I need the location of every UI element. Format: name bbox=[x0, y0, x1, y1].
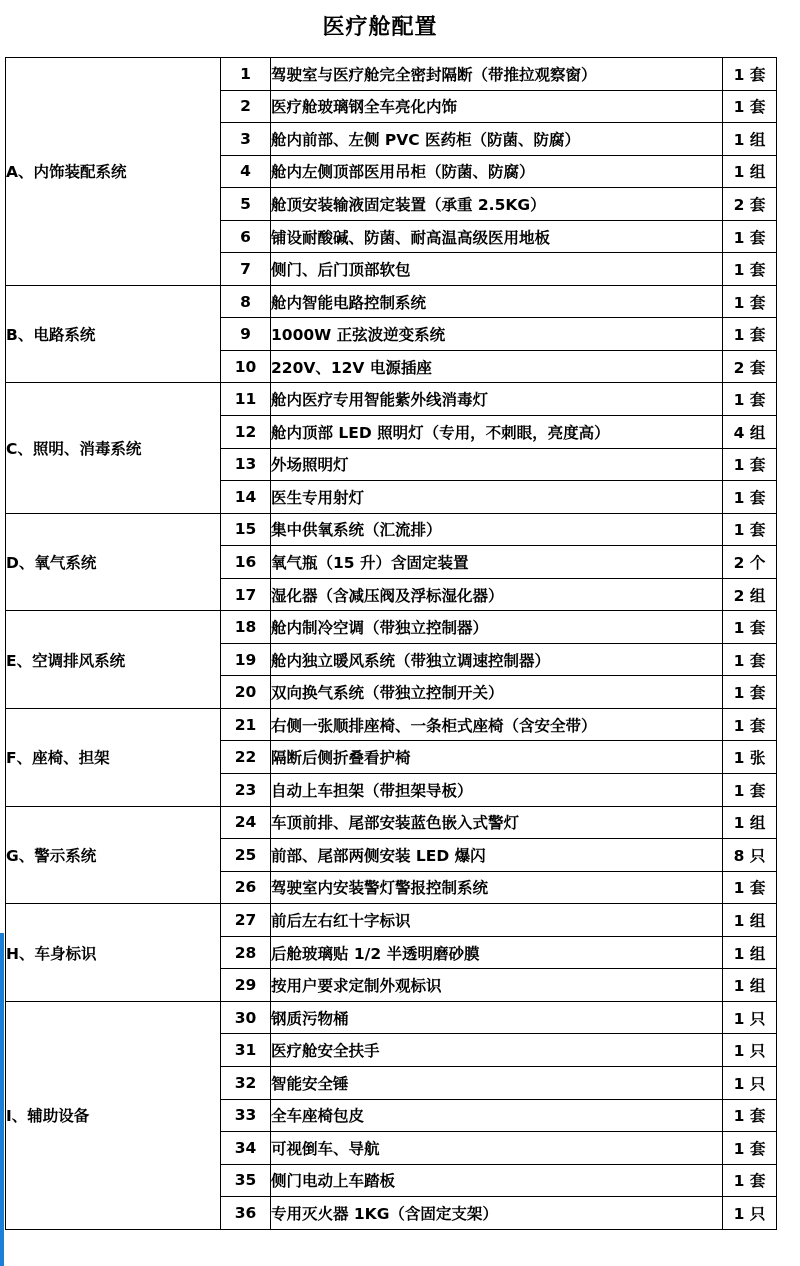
item-number-cell: 3 bbox=[221, 123, 271, 156]
item-number-cell: 29 bbox=[221, 969, 271, 1002]
item-description-cell: 舱内顶部 LED 照明灯（专用，不刺眼，亮度高） bbox=[271, 416, 723, 449]
item-number-cell: 4 bbox=[221, 155, 271, 188]
item-number-cell: 36 bbox=[221, 1197, 271, 1230]
quantity-cell: 1 只 bbox=[723, 1001, 777, 1034]
item-number-cell: 6 bbox=[221, 220, 271, 253]
quantity-cell: 1 套 bbox=[723, 643, 777, 676]
item-number-cell: 15 bbox=[221, 513, 271, 546]
table-row bbox=[6, 1001, 777, 1034]
item-number-cell: 34 bbox=[221, 1132, 271, 1165]
item-number-cell: 18 bbox=[221, 611, 271, 644]
item-description-cell: 集中供氧系统（汇流排） bbox=[271, 513, 723, 546]
item-description-cell: 按用户要求定制外观标识 bbox=[271, 969, 723, 1002]
item-number-cell: 19 bbox=[221, 643, 271, 676]
item-number-cell: 9 bbox=[221, 318, 271, 351]
item-number-cell: 11 bbox=[221, 383, 271, 416]
quantity-cell: 1 套 bbox=[723, 481, 777, 514]
table-row bbox=[6, 611, 777, 644]
quantity-cell: 1 只 bbox=[723, 1034, 777, 1067]
quantity-cell: 1 组 bbox=[723, 806, 777, 839]
system-cell: I、辅助设备 bbox=[6, 1001, 221, 1229]
quantity-cell: 1 只 bbox=[723, 1197, 777, 1230]
page-title: 医疗舱配置 bbox=[322, 15, 438, 40]
item-description-cell: 舱内医疗专用智能紫外线消毒灯 bbox=[271, 383, 723, 416]
quantity-cell: 1 套 bbox=[723, 448, 777, 481]
item-number-cell: 28 bbox=[221, 936, 271, 969]
quantity-cell: 8 只 bbox=[723, 839, 777, 872]
item-description-cell: 前部、尾部两侧安装 LED 爆闪 bbox=[271, 839, 723, 872]
item-number-cell: 22 bbox=[221, 741, 271, 774]
item-description-cell: 医疗舱安全扶手 bbox=[271, 1034, 723, 1067]
item-number-cell: 30 bbox=[221, 1001, 271, 1034]
item-number-cell: 1 bbox=[221, 58, 271, 91]
item-number-cell: 14 bbox=[221, 481, 271, 514]
item-description-cell: 自动上车担架（带担架导板） bbox=[271, 774, 723, 807]
quantity-cell: 1 套 bbox=[723, 1099, 777, 1132]
system-cell: G、警示系统 bbox=[6, 806, 221, 904]
quantity-cell: 4 组 bbox=[723, 416, 777, 449]
item-number-cell: 7 bbox=[221, 253, 271, 286]
config-table bbox=[5, 57, 777, 1230]
quantity-cell: 2 个 bbox=[723, 546, 777, 579]
item-description-cell: 全车座椅包皮 bbox=[271, 1099, 723, 1132]
item-number-cell: 24 bbox=[221, 806, 271, 839]
item-description-cell: 外场照明灯 bbox=[271, 448, 723, 481]
quantity-cell: 1 套 bbox=[723, 58, 777, 91]
item-description-cell: 舱顶安装输液固定装置（承重 2.5KG） bbox=[271, 188, 723, 221]
quantity-cell: 1 组 bbox=[723, 969, 777, 1002]
quantity-cell: 1 套 bbox=[723, 871, 777, 904]
item-description-cell: 舱内左侧顶部医用吊柜（防菌、防腐） bbox=[271, 155, 723, 188]
table-row bbox=[6, 285, 777, 318]
item-description-cell: 舱内前部、左侧 PVC 医药柜（防菌、防腐） bbox=[271, 123, 723, 156]
quantity-cell: 1 套 bbox=[723, 1164, 777, 1197]
quantity-cell: 1 组 bbox=[723, 936, 777, 969]
item-description-cell: 前后左右红十字标识 bbox=[271, 904, 723, 937]
quantity-cell: 1 套 bbox=[723, 611, 777, 644]
quantity-cell: 1 套 bbox=[723, 676, 777, 709]
item-number-cell: 23 bbox=[221, 774, 271, 807]
item-description-cell: 钢质污物桶 bbox=[271, 1001, 723, 1034]
quantity-cell: 1 组 bbox=[723, 904, 777, 937]
item-number-cell: 12 bbox=[221, 416, 271, 449]
left-accent-bar bbox=[0, 933, 4, 1266]
quantity-cell: 1 套 bbox=[723, 774, 777, 807]
quantity-cell: 1 套 bbox=[723, 318, 777, 351]
system-cell: A、内饰装配系统 bbox=[6, 58, 221, 286]
table-row bbox=[6, 58, 777, 91]
item-number-cell: 13 bbox=[221, 448, 271, 481]
table-row bbox=[6, 904, 777, 937]
quantity-cell: 2 组 bbox=[723, 578, 777, 611]
item-description-cell: 医生专用射灯 bbox=[271, 481, 723, 514]
item-number-cell: 31 bbox=[221, 1034, 271, 1067]
quantity-cell: 1 套 bbox=[723, 220, 777, 253]
item-description-cell: 湿化器（含减压阀及浮标湿化器） bbox=[271, 578, 723, 611]
item-number-cell: 26 bbox=[221, 871, 271, 904]
item-description-cell: 专用灭火器 1KG（含固定支架） bbox=[271, 1197, 723, 1230]
item-description-cell: 铺设耐酸碱、防菌、耐高温高级医用地板 bbox=[271, 220, 723, 253]
item-description-cell: 隔断后侧折叠看护椅 bbox=[271, 741, 723, 774]
item-number-cell: 2 bbox=[221, 90, 271, 123]
quantity-cell: 1 套 bbox=[723, 513, 777, 546]
quantity-cell: 1 套 bbox=[723, 90, 777, 123]
item-description-cell: 驾驶室内安装警灯警报控制系统 bbox=[271, 871, 723, 904]
quantity-cell: 2 套 bbox=[723, 188, 777, 221]
item-description-cell: 驾驶室与医疗舱完全密封隔断（带推拉观察窗） bbox=[271, 58, 723, 91]
quantity-cell: 1 套 bbox=[723, 285, 777, 318]
item-description-cell: 智能安全锤 bbox=[271, 1066, 723, 1099]
item-number-cell: 21 bbox=[221, 708, 271, 741]
table-row bbox=[6, 708, 777, 741]
table-row bbox=[6, 513, 777, 546]
item-number-cell: 10 bbox=[221, 350, 271, 383]
system-cell: D、氧气系统 bbox=[6, 513, 221, 611]
item-description-cell: 1000W 正弦波逆变系统 bbox=[271, 318, 723, 351]
item-description-cell: 后舱玻璃贴 1/2 半透明磨砂膜 bbox=[271, 936, 723, 969]
item-description-cell: 舱内制冷空调（带独立控制器） bbox=[271, 611, 723, 644]
item-number-cell: 32 bbox=[221, 1066, 271, 1099]
table-row bbox=[6, 383, 777, 416]
quantity-cell: 2 套 bbox=[723, 350, 777, 383]
system-cell: F、座椅、担架 bbox=[6, 708, 221, 806]
item-description-cell: 侧门、后门顶部软包 bbox=[271, 253, 723, 286]
quantity-cell: 1 套 bbox=[723, 1132, 777, 1165]
quantity-cell: 1 套 bbox=[723, 383, 777, 416]
item-description-cell: 双向换气系统（带独立控制开关） bbox=[271, 676, 723, 709]
item-description-cell: 右侧一张顺排座椅、一条柜式座椅（含安全带） bbox=[271, 708, 723, 741]
system-cell: H、车身标识 bbox=[6, 904, 221, 1002]
item-description-cell: 220V、12V 电源插座 bbox=[271, 350, 723, 383]
item-description-cell: 侧门电动上车踏板 bbox=[271, 1164, 723, 1197]
item-number-cell: 27 bbox=[221, 904, 271, 937]
system-cell: E、空调排风系统 bbox=[6, 611, 221, 709]
quantity-cell: 1 组 bbox=[723, 123, 777, 156]
system-cell: C、照明、消毒系统 bbox=[6, 383, 221, 513]
quantity-cell: 1 套 bbox=[723, 708, 777, 741]
quantity-cell: 1 组 bbox=[723, 155, 777, 188]
item-number-cell: 33 bbox=[221, 1099, 271, 1132]
table-row bbox=[6, 806, 777, 839]
item-number-cell: 16 bbox=[221, 546, 271, 579]
quantity-cell: 1 张 bbox=[723, 741, 777, 774]
item-number-cell: 35 bbox=[221, 1164, 271, 1197]
item-number-cell: 8 bbox=[221, 285, 271, 318]
item-number-cell: 20 bbox=[221, 676, 271, 709]
system-cell: B、电路系统 bbox=[6, 285, 221, 383]
item-description-cell: 舱内智能电路控制系统 bbox=[271, 285, 723, 318]
item-number-cell: 25 bbox=[221, 839, 271, 872]
item-description-cell: 舱内独立暖风系统（带独立调速控制器） bbox=[271, 643, 723, 676]
item-description-cell: 车顶前排、尾部安装蓝色嵌入式警灯 bbox=[271, 806, 723, 839]
quantity-cell: 1 只 bbox=[723, 1066, 777, 1099]
quantity-cell: 1 套 bbox=[723, 253, 777, 286]
item-description-cell: 氧气瓶（15 升）含固定装置 bbox=[271, 546, 723, 579]
item-description-cell: 医疗舱玻璃钢全车亮化内饰 bbox=[271, 90, 723, 123]
item-number-cell: 17 bbox=[221, 578, 271, 611]
item-description-cell: 可视倒车、导航 bbox=[271, 1132, 723, 1165]
item-number-cell: 5 bbox=[221, 188, 271, 221]
